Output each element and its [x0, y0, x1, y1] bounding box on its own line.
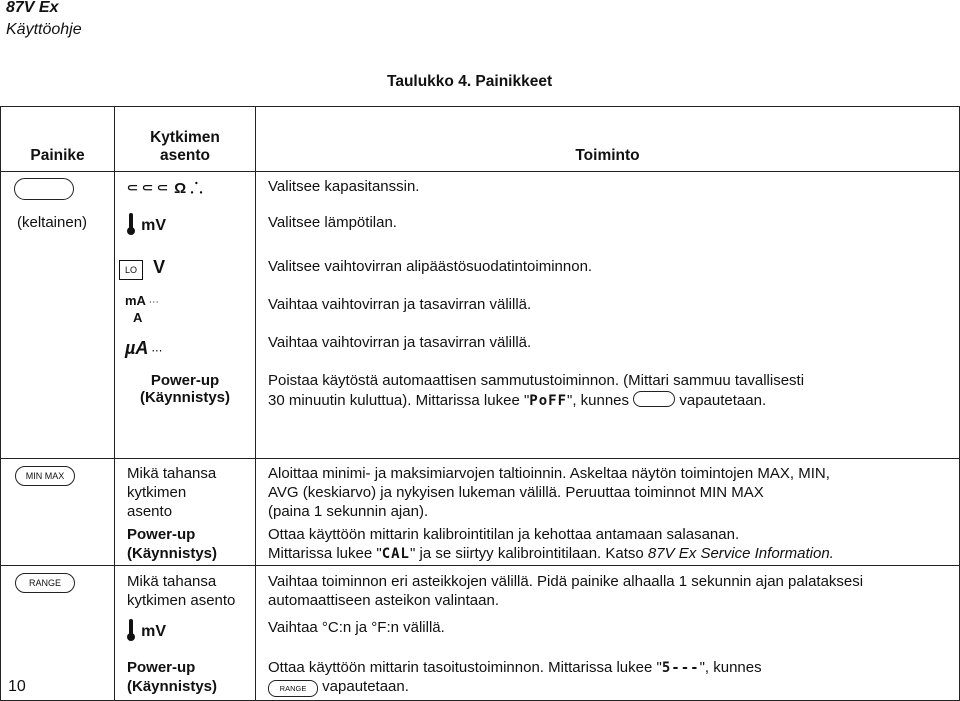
minmax-button-icon: MIN MAX	[15, 466, 75, 486]
powerup-line2: (Käynnistys)	[127, 678, 218, 695]
cal-lcd: CAL	[381, 546, 410, 562]
fn-ua-toggle: Vaihtaa vaihtovirran ja tasavirran välillä.	[268, 334, 532, 351]
capacitance-switch-icon: ⸦⸦⸦ Ω ⸫	[125, 180, 203, 197]
table-row	[1, 172, 960, 459]
col-function: Toiminto	[256, 107, 960, 172]
fn-lowpass: Valitsee vaihtovirran alipäästösuodatintoiminnon.	[268, 258, 593, 275]
poff-text-a: 30 minuutin kuluttua). Mittarissa lukee "	[268, 392, 530, 409]
table-row	[1, 566, 960, 701]
yellow-button-cell	[1, 172, 115, 459]
fn-ma-toggle: Vaihtaa vaihtovirran ja tasavirran välillä.	[268, 296, 532, 313]
ua-switch-icon: µA ⋯	[125, 338, 163, 358]
yellow-function-cell	[256, 172, 960, 459]
fn-range-2: automaattiseen asteikon valintaan.	[268, 592, 499, 609]
any-pos-line3: asento	[127, 503, 173, 520]
fn-range-pu-2	[268, 677, 409, 697]
ua-symbol: µA	[125, 338, 149, 358]
lo-text: LO	[124, 265, 137, 275]
fn-capacitance: Valitsee kapasitanssin.	[268, 178, 420, 195]
table-row	[1, 459, 960, 566]
cal-text-a: Mittarissa lukee "	[268, 545, 382, 562]
fn-minmax-3: (paina 1 sekunnin ajan).	[268, 503, 429, 520]
poff-text-c: vapautetaan.	[679, 392, 767, 409]
cal-text-c: 87V Ex Service Information.	[647, 545, 834, 562]
fn-range-pu-1	[268, 658, 762, 678]
buttons-table	[0, 106, 960, 701]
minmax-button-cell	[1, 459, 115, 566]
powerup-label	[127, 658, 217, 696]
col-switch-line1: Kytkimen	[150, 129, 220, 146]
range-function-cell	[256, 566, 960, 701]
fn-cal-2	[268, 544, 834, 564]
yellow-button-mini-icon	[633, 391, 675, 407]
fn-cal-1: Ottaa käyttöön mittarin kalibrointitilan ja kehottaa antamaan salasanan.	[268, 526, 740, 543]
lo-box-icon	[119, 260, 143, 280]
minmax-function-cell	[256, 459, 960, 566]
fn-poff-line2	[268, 391, 766, 409]
table-header-row	[1, 107, 960, 172]
ma-switch-icon: mA ⋯ A	[125, 293, 159, 325]
any-position-label	[127, 464, 216, 521]
manual-subtitle: Käyttöohje	[6, 21, 82, 38]
fn-minmax-2: AVG (keskiarvo) ja nykyisen lukeman välillä. Peruuttaa toiminnot MIN MAX	[268, 484, 764, 501]
fn-range-1: Vaihtaa toiminnon eri asteikkojen välillä. Pidä painike alhaalla 1 sekunnin ajan palataksesi	[268, 573, 864, 590]
minmax-switch-cell	[115, 459, 256, 566]
powerup-line1: Power-up	[127, 659, 196, 676]
fn-temperature: Valitsee lämpötilan.	[268, 214, 397, 231]
table-caption: Taulukko 4. Painikkeet	[387, 73, 553, 90]
yellow-switch-cell	[115, 172, 256, 459]
smoothing-lcd: 5---	[661, 660, 700, 676]
range-button-mini-icon: RANGE	[268, 680, 318, 697]
temperature-switch-icon	[125, 212, 166, 241]
fn-minmax-1: Aloittaa minimi- ja maksimiarvojen taltioinnin. Askeltaa näytön toimintojen MAX, MIN,	[268, 465, 830, 482]
v-ac-symbol: V	[153, 257, 166, 277]
range-any-line1: Mikä tahansa	[127, 573, 217, 590]
powerup-label	[125, 372, 245, 406]
ma-symbol: mA	[125, 293, 146, 308]
range-switch-cell	[115, 566, 256, 701]
powerup-label	[127, 525, 217, 563]
range-pu-text-c: vapautetaan.	[322, 678, 409, 695]
page-number: 10	[8, 678, 26, 695]
range-pu-text-b: ", kunnes	[699, 659, 762, 676]
powerup-line1: Power-up	[150, 372, 220, 389]
any-pos-line1: Mikä tahansa	[127, 465, 217, 482]
lowpass-switch-icon	[119, 257, 165, 280]
col-button: Painike	[1, 107, 115, 172]
range-any-line2: kytkimen asento	[127, 592, 236, 609]
range-temperature-switch-icon	[125, 618, 166, 647]
powerup-line1: Power-up	[127, 526, 196, 543]
range-any-position-label	[127, 572, 235, 610]
fn-poff-line1: Poistaa käytöstä automaattisen sammutustoiminnon. (Mittari sammuu tavallisesti	[268, 372, 805, 389]
any-pos-line2: kytkimen	[127, 484, 187, 501]
poff-lcd: PoFF	[529, 393, 567, 409]
range-pu-text-a: Ottaa käyttöön mittarin tasoitustoiminnon. Mittarissa lukee "	[268, 659, 662, 676]
mv-symbol: mV	[141, 217, 167, 234]
powerup-line2: (Käynnistys)	[127, 545, 218, 562]
range-button-icon: RANGE	[15, 573, 75, 593]
col-switch-line2: asento	[160, 147, 210, 164]
fn-range-temp: Vaihtaa °C:n ja °F:n välillä.	[268, 619, 445, 636]
powerup-line2: (Käynnistys)	[139, 389, 231, 406]
yellow-label: (keltainen)	[17, 214, 88, 231]
a-symbol: A	[133, 310, 143, 325]
yellow-button-icon	[14, 178, 74, 200]
poff-text-b: ", kunnes	[567, 392, 630, 409]
manual-title: 87V Ex	[6, 0, 59, 16]
mv-symbol: mV	[141, 623, 167, 640]
col-switch	[115, 107, 256, 172]
cal-text-b: " ja se siirtyy kalibrointitilaan. Katso	[410, 545, 648, 562]
